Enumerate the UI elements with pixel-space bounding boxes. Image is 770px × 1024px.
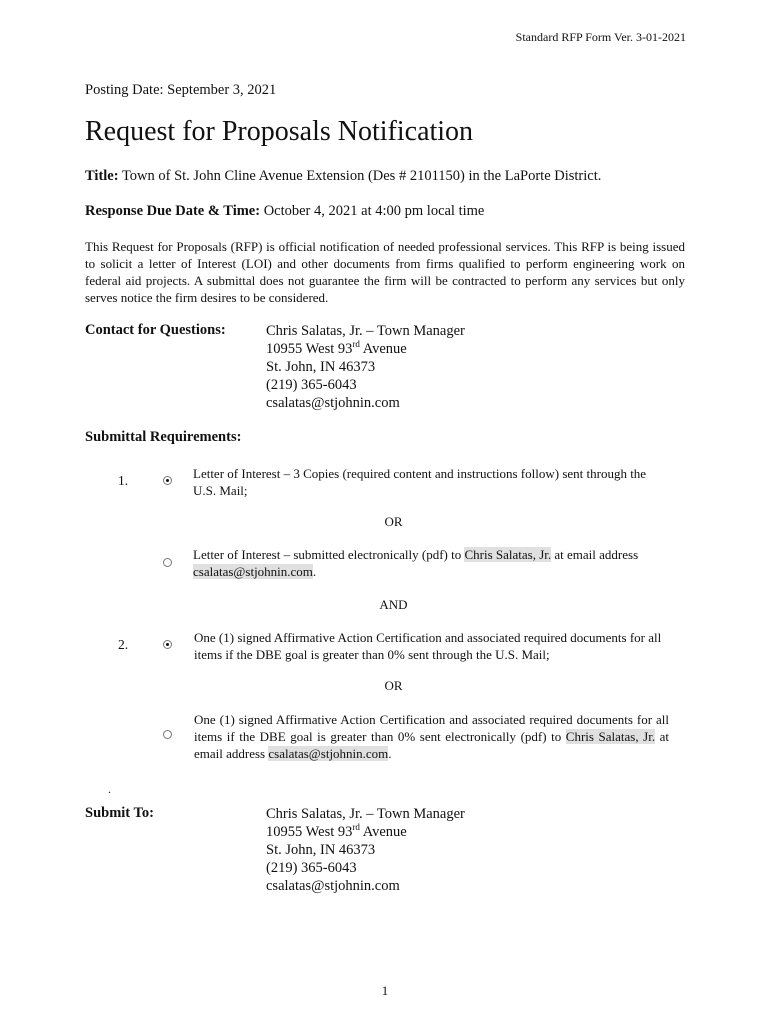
item1-option-mail: Letter of Interest – 3 Copies (required content and instructions follow) sent through the U.S. Mail;: [193, 466, 647, 498]
or-separator-1: OR: [384, 514, 403, 529]
highlight-email: csalatas@stjohnin.com: [193, 564, 313, 579]
form-version: Standard RFP Form Ver. 3-01-2021: [515, 30, 686, 44]
page-number: 1: [381, 983, 389, 998]
radio-item1-mail[interactable]: [163, 476, 172, 485]
due-value: October 4, 2021 at 4:00 pm local time: [263, 203, 485, 219]
project-title: [85, 168, 601, 185]
posting-date: Posting Date: September 3, 2021: [85, 82, 277, 98]
contact-address: [266, 322, 465, 412]
title-label: Title:: [85, 168, 119, 184]
contact-email: csalatas@stjohnin.com: [266, 395, 400, 411]
submit-email: csalatas@stjohnin.com: [266, 878, 400, 894]
or-separator-2: OR: [384, 678, 403, 693]
radio-item2-mail[interactable]: [163, 640, 172, 649]
submit-name: Chris Salatas, Jr. – Town Manager: [266, 806, 465, 822]
response-due: [85, 203, 484, 220]
item2-option-mail: One (1) signed Affirmative Action Certification and associated required documents for all items if the DBE goal is greater than 0% sent through the U.S. Mail;: [194, 630, 662, 662]
item1-option-email: Letter of Interest – submitted electronically (pdf) to Chris Salatas, Jr. at email address csalatas@stjohnin.com.: [193, 547, 639, 579]
submittal-label: Submittal Requirements:: [85, 429, 242, 445]
item-number-2: 2.: [118, 637, 129, 652]
submit-to-label: Submit To:: [85, 805, 154, 821]
contact-name: Chris Salatas, Jr. – Town Manager: [266, 323, 465, 339]
due-label: Response Due Date & Time:: [85, 203, 261, 219]
highlight-email: csalatas@stjohnin.com: [268, 746, 389, 761]
contact-phone: (219) 365-6043: [266, 377, 357, 393]
highlight-name: Chris Salatas, Jr.: [565, 729, 656, 744]
intro-paragraph: This Request for Proposals (RFP) is official notification of needed professional services. This RFP is being issued to solicit a letter of Interest (LOI) and other documents from firms qualified to perform engineering work on federal aid projects. A submittal does not guarantee the firm will be contracted to perform any services but only serves notice the firm desires to be considered.: [85, 239, 685, 305]
contact-street: 10955 West 93rd Avenue: [266, 339, 407, 357]
contact-city: St. John, IN 46373: [266, 359, 376, 375]
page-title: Request for Proposals Notification: [85, 116, 474, 147]
highlight-name: Chris Salatas, Jr.: [464, 547, 552, 562]
title-value: Town of St. John Cline Avenue Extension (Des # 2101150) in the LaPorte District.: [121, 168, 602, 184]
stray-mark: .: [108, 782, 111, 796]
radio-item1-email[interactable]: [163, 558, 172, 567]
radio-item2-email[interactable]: [163, 730, 172, 739]
item2-option-email: One (1) signed Affirmative Action Certification and associated required documents for all items if the DBE goal is greater than 0% sent electronically (pdf) to Chris Salatas, Jr. at email address csalatas@stjohnin.com.: [194, 712, 670, 761]
submit-to-address: [266, 805, 465, 895]
and-separator: AND: [379, 597, 408, 612]
contact-label: Contact for Questions:: [85, 322, 226, 338]
submit-phone: (219) 365-6043: [266, 860, 357, 876]
submit-city: St. John, IN 46373: [266, 842, 376, 858]
item-number-1: 1.: [118, 473, 129, 488]
submit-street: 10955 West 93rd Avenue: [266, 822, 407, 840]
